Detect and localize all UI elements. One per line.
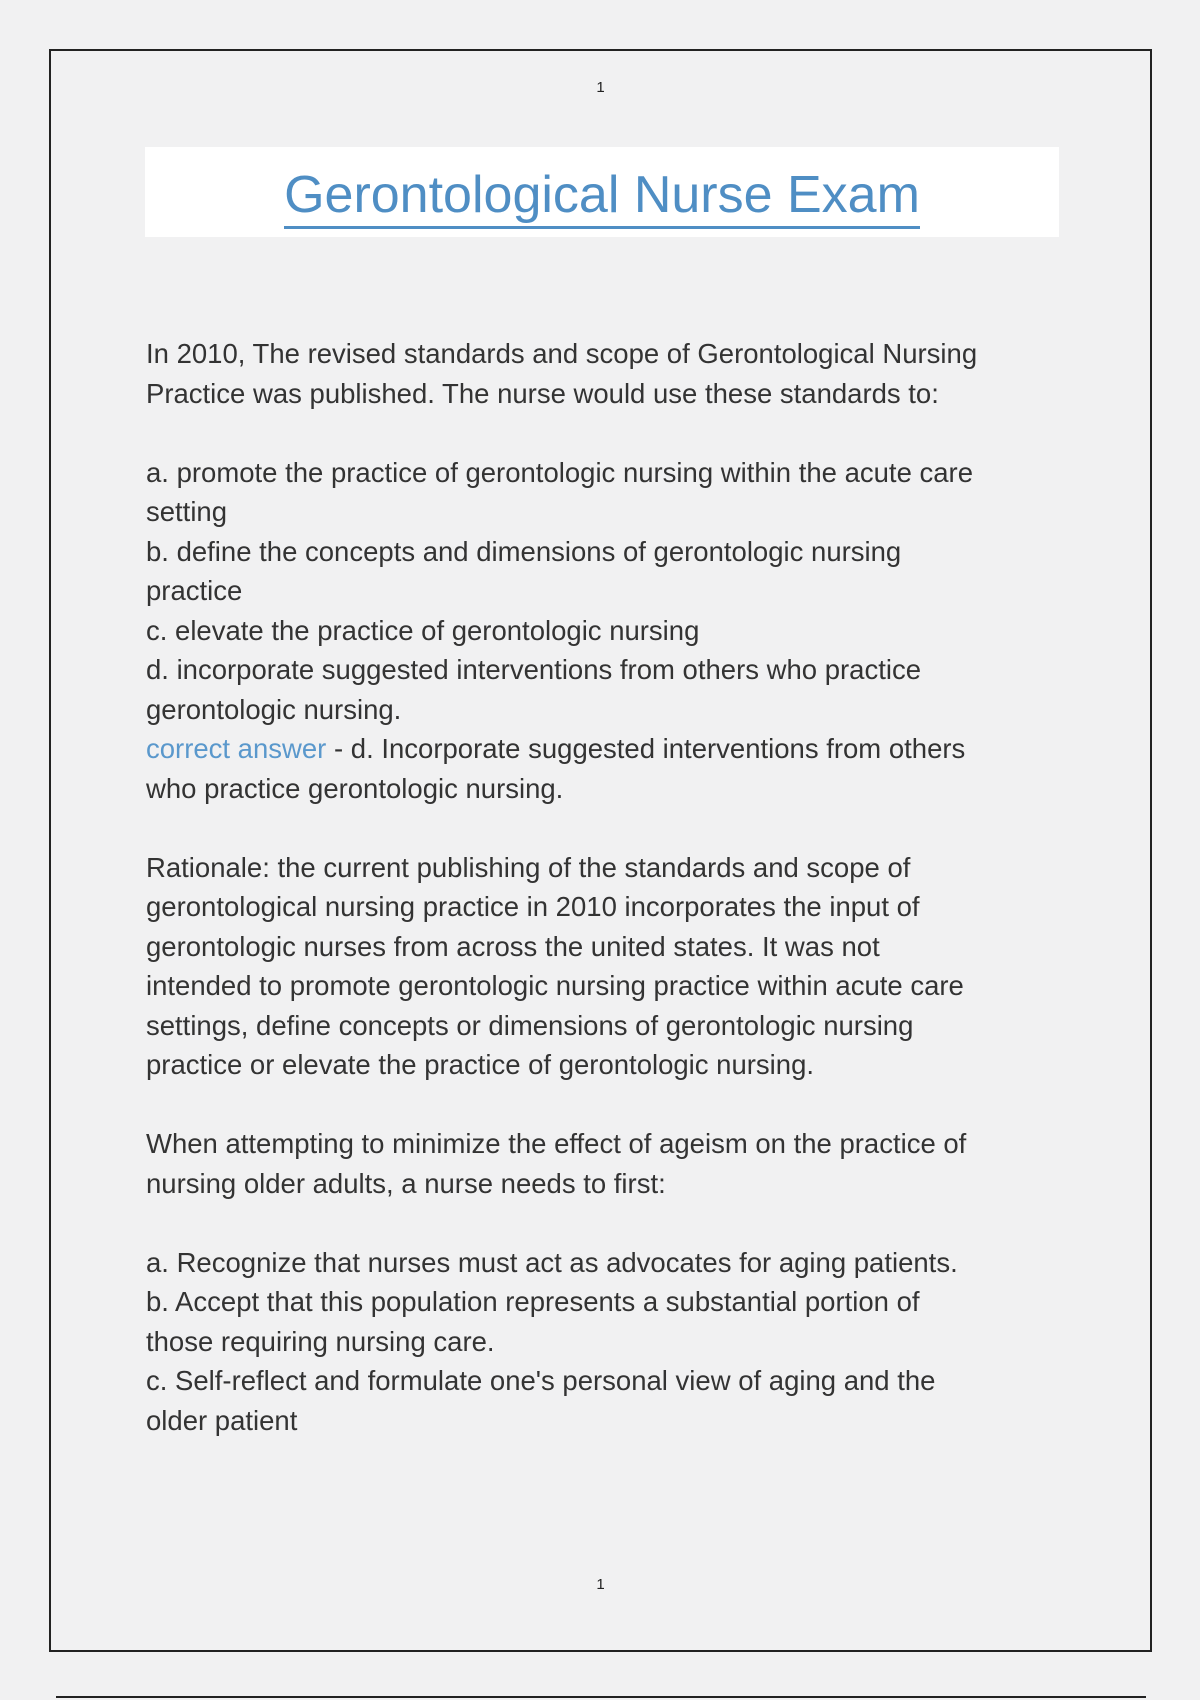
spacer	[146, 808, 1066, 848]
next-page-edge	[56, 1696, 1146, 1698]
q2-option-b: b. Accept that this population represents a substantial portion of	[146, 1286, 920, 1317]
document-body	[146, 334, 1066, 1440]
q1-question-line: In 2010, The revised standards and scope of Gerontological Nursing	[146, 338, 978, 369]
rationale-line: gerontological nursing practice in 2010 incorporates the input of	[146, 891, 920, 922]
rationale-line: gerontologic nurses from across the united states. It was not	[146, 930, 880, 962]
q1-option-b-cont: practice	[146, 575, 243, 606]
rationale-line: settings, define concepts or dimensions of gerontologic nursing	[146, 1009, 914, 1041]
q1-option-a-cont: setting	[146, 496, 228, 527]
correct-answer-label: correct answer	[146, 733, 327, 764]
q2-option-c: c. Self-reflect and formulate one's personal view of aging and the	[146, 1365, 936, 1396]
rationale-line: Rationale: the current publishing of the standards and scope of	[146, 851, 911, 883]
q1-option-b: b. define the concepts and dimensions of gerontologic nursing	[146, 535, 902, 567]
q2-question-line: When attempting to minimize the effect of ageism on the practice of	[146, 1128, 967, 1159]
q1-option-d-cont: gerontologic nursing.	[146, 693, 402, 725]
q2-option-c-cont: older patient	[146, 1404, 298, 1436]
correct-answer-text: - d. Incorporate suggested interventions from others	[326, 733, 966, 764]
q1-option-c: c. elevate the practice of gerontologic nursing	[146, 614, 700, 646]
rationale-line: intended to promote gerontologic nursing practice within acute care	[146, 970, 964, 1001]
q2-option-b-cont: those requiring nursing care.	[146, 1325, 495, 1357]
page-title: Gerontological Nurse Exam	[284, 165, 920, 229]
q1-answer-cont: who practice gerontologic nursing.	[146, 772, 564, 804]
rationale-line: practice or elevate the practice of gerontologic nursing.	[146, 1049, 815, 1080]
page-number-bottom: 1	[596, 1576, 605, 1593]
spacer	[146, 413, 1066, 453]
spacer	[146, 1085, 1066, 1125]
page-number-top: 1	[596, 79, 605, 96]
q1-question-line: Practice was published. The nurse would use these standards to:	[146, 377, 939, 409]
q1-answer	[146, 729, 1066, 769]
q1-option-d: d. incorporate suggested interventions from others who practice	[146, 654, 921, 685]
q2-question-line: nursing older adults, a nurse needs to first:	[146, 1167, 666, 1199]
page-frame	[49, 49, 1152, 1652]
q2-option-a: a. Recognize that nurses must act as advocates for aging patients.	[146, 1246, 958, 1278]
spacer	[146, 1203, 1066, 1243]
title-banner	[145, 147, 1059, 237]
q1-option-a: a. promote the practice of gerontologic nursing within the acute care	[146, 456, 974, 488]
